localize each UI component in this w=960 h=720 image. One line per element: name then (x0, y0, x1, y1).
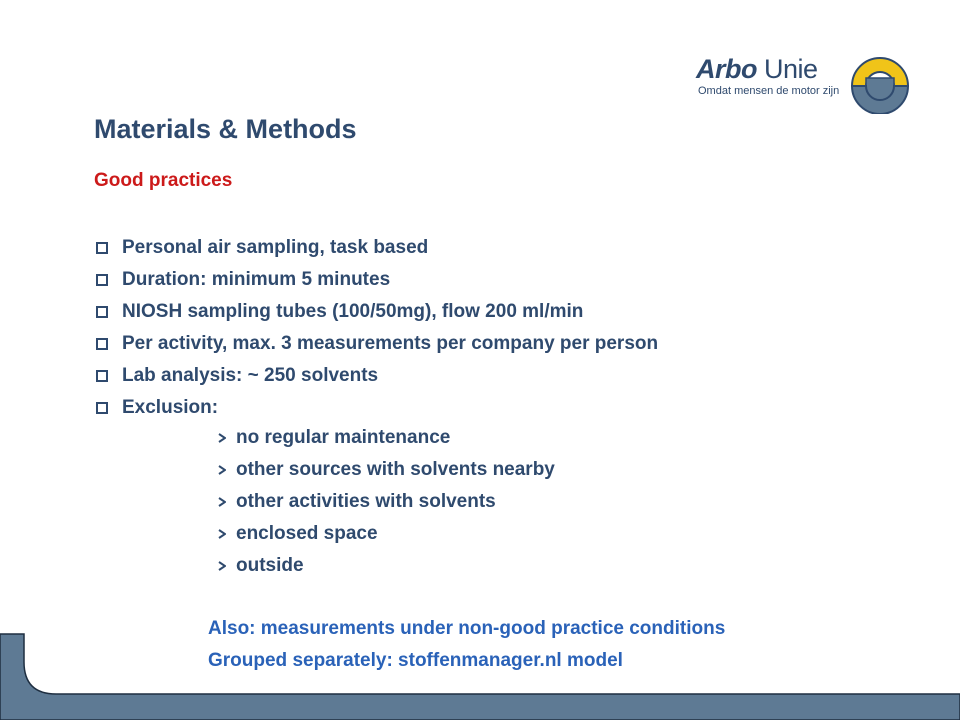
bullet-item: Duration: minimum 5 minutes (96, 264, 658, 296)
square-bullet-icon (96, 274, 108, 286)
brand-name: Arbo Unie (696, 54, 818, 84)
slide-title: Materials & Methods (94, 114, 357, 144)
bullet-item: Exclusion: (96, 392, 658, 424)
square-bullet-icon (96, 338, 108, 350)
arrow-bullet-icon (218, 561, 226, 571)
arrow-bullet-icon (218, 497, 226, 507)
square-bullet-icon (96, 242, 108, 254)
bullet-list (96, 232, 658, 424)
square-bullet-icon (96, 306, 108, 318)
arbo-unie-logo (696, 52, 918, 116)
exclusion-item: other sources with solvents nearby (218, 454, 555, 486)
note-non-good-practice: Also: measurements under non-good practice conditions (208, 618, 726, 639)
bullet-item: NIOSH sampling tubes (100/50mg), flow 200 ml/min (96, 296, 658, 328)
exclusion-item: other activities with solvents (218, 486, 555, 518)
arrow-bullet-icon (218, 433, 226, 443)
exclusion-item: outside (218, 550, 555, 582)
arrow-bullet-icon (218, 529, 226, 539)
bullet-item: Per activity, max. 3 measurements per company per person (96, 328, 658, 360)
square-bullet-icon (96, 402, 108, 414)
bullet-item: Lab analysis: ~ 250 solvents (96, 360, 658, 392)
exclusion-item: enclosed space (218, 518, 555, 550)
bullet-item: Personal air sampling, task based (96, 232, 658, 264)
exclusion-list (218, 422, 555, 582)
arrow-bullet-icon (218, 465, 226, 475)
note-grouped-separately: Grouped separately: stoffenmanager.nl model (208, 650, 623, 671)
brand-tagline: Omdat mensen de motor zijn (698, 85, 840, 97)
exclusion-item: no regular maintenance (218, 422, 555, 454)
arbo-unie-logo-mark (846, 56, 914, 114)
square-bullet-icon (96, 370, 108, 382)
slide-subtitle: Good practices (94, 170, 233, 191)
